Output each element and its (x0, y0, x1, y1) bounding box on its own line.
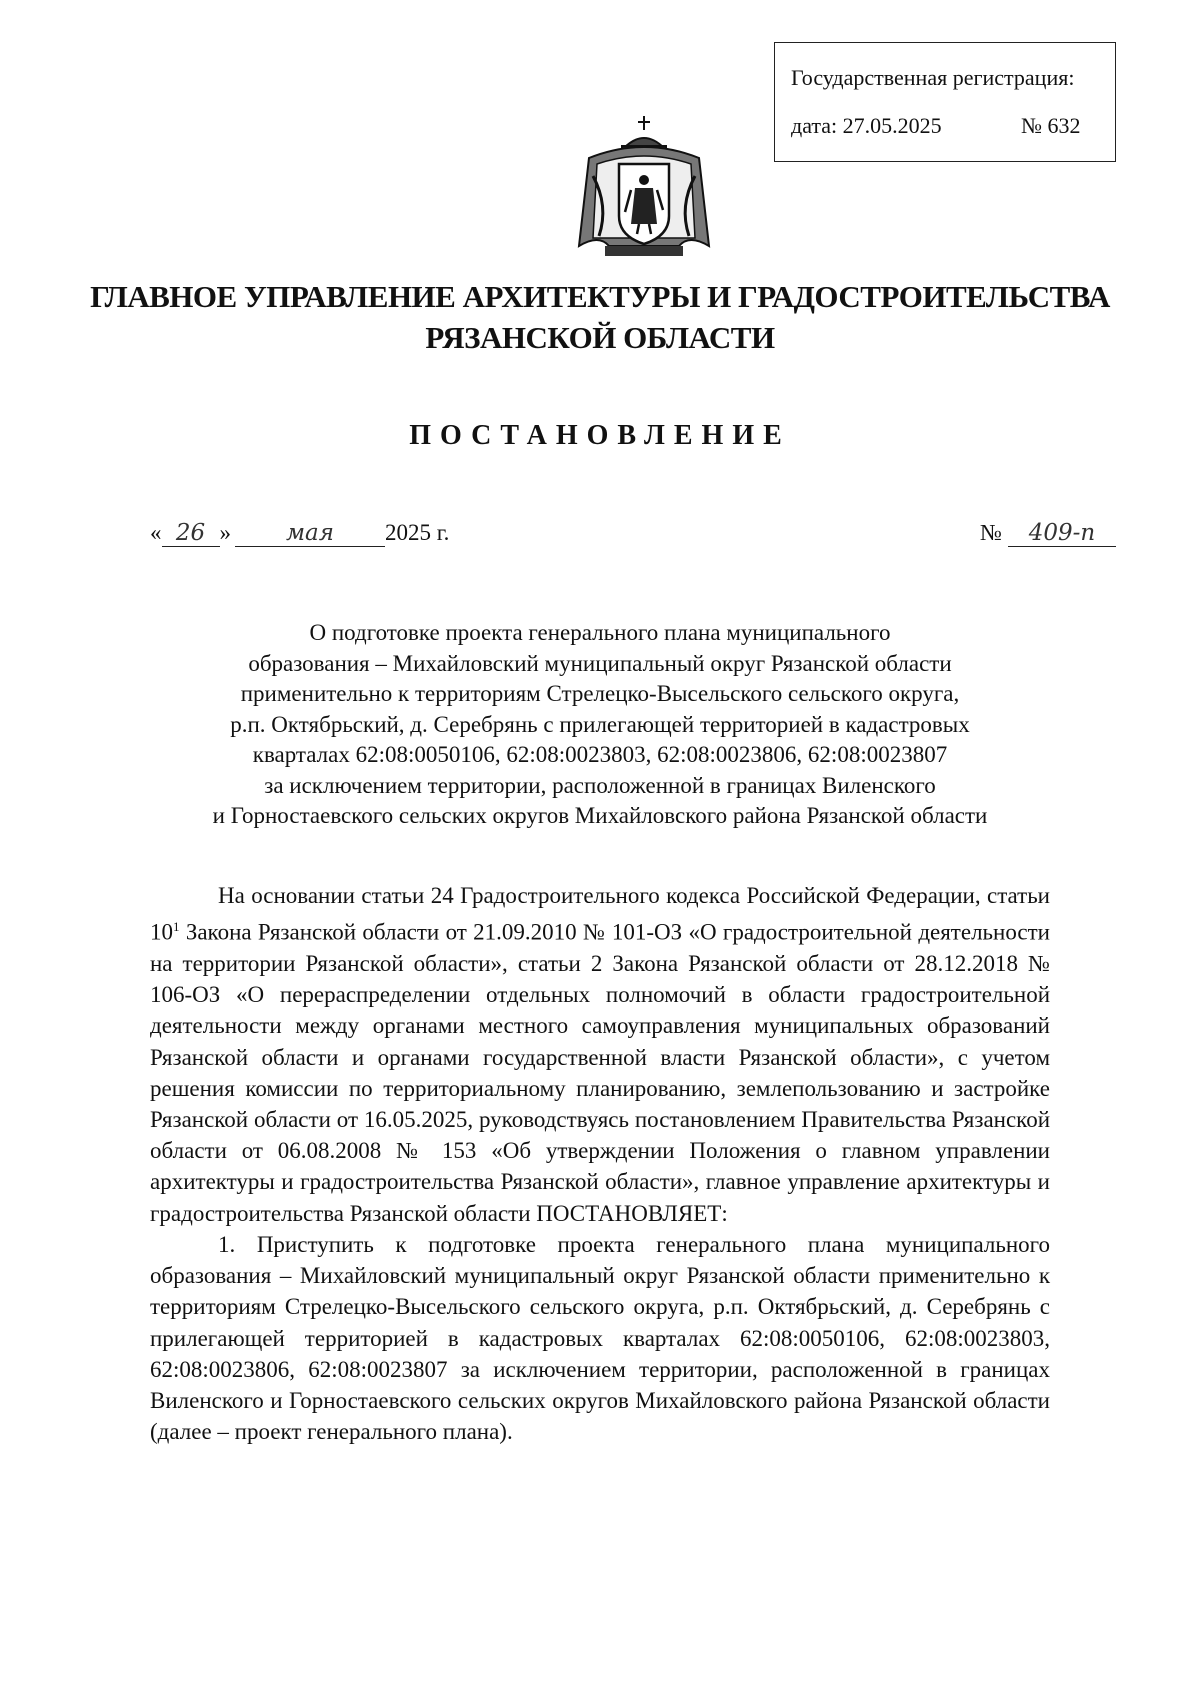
subject-line: образования – Михайловский муниципальный округ Рязанской области (248, 650, 952, 676)
document-date (150, 520, 449, 547)
handwritten-month: мая (235, 520, 385, 547)
handwritten-number: 409-п (1008, 520, 1116, 547)
document-body (150, 880, 1050, 1447)
registration-number: № 632 (1021, 113, 1081, 138)
article-superscript: 1 (173, 919, 180, 935)
subject-line: применительно к территориям Стрелецко-Высельского сельского округа, (240, 681, 960, 706)
subject-line: и Горностаевского сельских округов Михайловского района Рязанской области (212, 803, 988, 828)
subject-line: р.п. Октябрьский, д. Серебрянь с прилегающей территорией в кадастровых (230, 711, 970, 737)
document-subject (150, 618, 1050, 832)
clause-1-paragraph: 1. Приступить к подготовке проекта генерального плана муниципального образования – Михайловский муниципальный округ Рязанской области применительно к территориям Стрелецко-Высельского сельского округа, р.п. Октябрьский, д. Серебрянь с прилегающей территорией в кадастровых кварталах 62:08:0050106, 62:08:0023803, 62:08:0023806, 62:08:0023807 за исключением территории, расположенной в границах Виленского и Горностаевского сельских округов Михайловского района Рязанской области (далее – проект генерального плана). (150, 1231, 1050, 1445)
date-year: 2025 г. (385, 520, 450, 545)
registration-stamp (774, 42, 1116, 162)
preamble-text-a: На основании статьи 24 Градостроительного кодекса Российской Федерации, статьи 10 (150, 883, 1050, 945)
document-number (980, 520, 1116, 547)
issuing-agency (0, 276, 1200, 358)
number-sign: № (980, 520, 1002, 545)
agency-line-2: РЯЗАНСКОЙ ОБЛАСТИ (425, 320, 775, 355)
subject-line: О подготовке проекта генерального плана муниципального (309, 620, 891, 645)
handwritten-day: 26 (162, 520, 220, 547)
date-close-quote: » (219, 520, 231, 545)
subject-line: за исключением территории, расположенной в границах Виленского (264, 772, 936, 798)
preamble-paragraph (150, 880, 1050, 1229)
date-open-quote: « (150, 520, 162, 545)
document-type: ПОСТАНОВЛЕНИЕ (409, 420, 791, 451)
ryazan-coat-of-arms-icon (569, 106, 719, 266)
preamble-text-b: Закона Рязанской области от 21.09.2010 № 101-ОЗ «О градостроительной деятельности на территории Рязанской области», статьи 2 Закона Рязанской области от 28.12.2018 № 106-ОЗ «О перераспределении отдельных полномочий в области градостроительной деятельности между органами местного самоуправления муниципальных образований Рязанской области и органами государственной власти Рязанской области», с учетом решения комиссии по территориальному планированию, землепользованию и застройке Рязанской области от 16.05.2025, руководствуясь постановлением Правительства Рязанской области от 06.08.2008 № 153 «Об утверждении Положения о главном управлении архитектуры и градостроительства Рязанской области», главное управление архитектуры и градостроительства Рязанской области ПОСТАНОВЛЯЕТ: (150, 919, 1050, 1226)
agency-line-1: ГЛАВНОЕ УПРАВЛЕНИЕ АРХИТЕКТУРЫ И ГРАДОСТРОИТЕЛЬСТВА (90, 279, 1110, 314)
subject-line: кварталах 62:08:0050106, 62:08:0023803, 62:08:0023806, 62:08:0023807 (252, 742, 948, 767)
registration-date: дата: 27.05.2025 (791, 113, 942, 138)
registration-title: Государственная регистрация: (791, 65, 1075, 90)
